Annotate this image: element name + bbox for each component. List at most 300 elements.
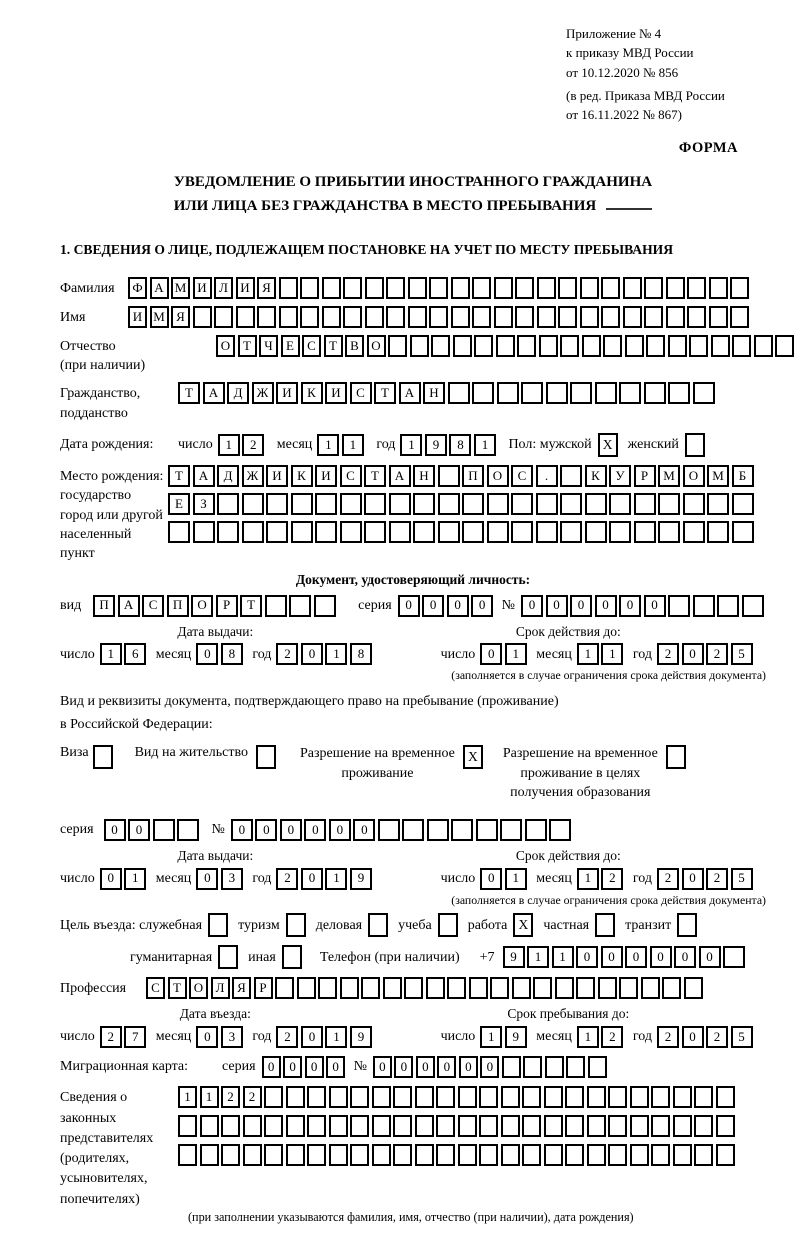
char-cell[interactable] — [479, 1086, 498, 1108]
char-cell[interactable]: Б — [732, 465, 754, 487]
char-cell[interactable] — [623, 277, 642, 299]
char-cell[interactable]: Р — [254, 977, 273, 999]
char-cell[interactable] — [297, 977, 316, 999]
purpose-humanitarian-checkbox[interactable] — [218, 945, 238, 969]
char-cell[interactable] — [178, 1115, 197, 1137]
char-cell[interactable] — [200, 1115, 219, 1137]
char-cell[interactable] — [329, 1086, 348, 1108]
char-cell[interactable]: К — [291, 465, 313, 487]
char-cell[interactable] — [340, 493, 362, 515]
char-cell[interactable]: Т — [240, 595, 262, 617]
char-cell[interactable]: 9 — [350, 1026, 372, 1048]
char-cell[interactable] — [560, 493, 582, 515]
char-cell[interactable] — [658, 521, 680, 543]
char-cell[interactable]: В — [345, 335, 364, 357]
char-cell[interactable] — [286, 1115, 305, 1137]
char-cell[interactable] — [408, 306, 427, 328]
char-cell[interactable] — [436, 1086, 455, 1108]
char-cell[interactable]: 0 — [196, 1026, 218, 1048]
char-cell[interactable] — [307, 1086, 326, 1108]
char-cell[interactable] — [630, 1115, 649, 1137]
purpose-tourism-checkbox[interactable] — [286, 913, 306, 937]
char-cell[interactable]: 0 — [262, 1056, 281, 1078]
char-cell[interactable]: 0 — [674, 946, 696, 968]
char-cell[interactable]: М — [150, 306, 169, 328]
char-cell[interactable] — [533, 977, 552, 999]
char-cell[interactable] — [658, 493, 680, 515]
char-cell[interactable] — [587, 1086, 606, 1108]
char-cell[interactable] — [501, 1086, 520, 1108]
char-cell[interactable] — [644, 306, 663, 328]
char-cell[interactable] — [668, 335, 687, 357]
char-cell[interactable] — [585, 493, 607, 515]
char-cell[interactable]: 1 — [178, 1086, 197, 1108]
char-cell[interactable]: 2 — [243, 1086, 262, 1108]
char-cell[interactable]: М — [658, 465, 680, 487]
char-cell[interactable]: Я — [171, 306, 190, 328]
char-cell[interactable] — [683, 521, 705, 543]
char-cell[interactable] — [521, 382, 543, 404]
char-cell[interactable] — [619, 977, 638, 999]
char-cell[interactable]: 0 — [305, 1056, 324, 1078]
char-cell[interactable] — [497, 382, 519, 404]
char-cell[interactable]: 0 — [353, 819, 375, 841]
char-cell[interactable] — [221, 1115, 240, 1137]
char-cell[interactable] — [388, 335, 407, 357]
char-cell[interactable]: 9 — [503, 946, 525, 968]
char-cell[interactable]: 0 — [546, 595, 568, 617]
char-cell[interactable] — [242, 521, 264, 543]
char-cell[interactable]: 9 — [505, 1026, 527, 1048]
char-cell[interactable]: О — [191, 595, 213, 617]
char-cell[interactable] — [644, 277, 663, 299]
char-cell[interactable]: 1 — [200, 1086, 219, 1108]
char-cell[interactable]: 0 — [644, 595, 666, 617]
char-cell[interactable] — [666, 306, 685, 328]
char-cell[interactable] — [634, 521, 656, 543]
char-cell[interactable] — [517, 335, 536, 357]
char-cell[interactable] — [545, 1056, 564, 1078]
char-cell[interactable] — [742, 595, 764, 617]
char-cell[interactable] — [361, 977, 380, 999]
char-cell[interactable] — [404, 977, 423, 999]
char-cell[interactable] — [340, 977, 359, 999]
char-cell[interactable] — [386, 277, 405, 299]
char-cell[interactable] — [487, 493, 509, 515]
char-cell[interactable]: 2 — [276, 868, 298, 890]
char-cell[interactable] — [694, 1115, 713, 1137]
char-cell[interactable]: 1 — [474, 434, 496, 456]
char-cell[interactable]: 0 — [394, 1056, 413, 1078]
char-cell[interactable] — [732, 335, 751, 357]
char-cell[interactable] — [447, 977, 466, 999]
char-cell[interactable] — [723, 946, 745, 968]
char-cell[interactable]: А — [389, 465, 411, 487]
char-cell[interactable]: 0 — [104, 819, 126, 841]
char-cell[interactable]: 0 — [437, 1056, 456, 1078]
char-cell[interactable]: Т — [364, 465, 386, 487]
char-cell[interactable]: 2 — [657, 643, 679, 665]
char-cell[interactable] — [560, 465, 582, 487]
char-cell[interactable]: 1 — [527, 946, 549, 968]
char-cell[interactable] — [709, 306, 728, 328]
char-cell[interactable] — [651, 1115, 670, 1137]
char-cell[interactable]: И — [325, 382, 347, 404]
char-cell[interactable]: Н — [423, 382, 445, 404]
char-cell[interactable]: 1 — [577, 1026, 599, 1048]
char-cell[interactable]: 1 — [317, 434, 339, 456]
char-cell[interactable]: 1 — [325, 643, 347, 665]
char-cell[interactable] — [603, 335, 622, 357]
char-cell[interactable] — [393, 1086, 412, 1108]
char-cell[interactable]: 2 — [100, 1026, 122, 1048]
char-cell[interactable] — [217, 493, 239, 515]
char-cell[interactable]: А — [118, 595, 140, 617]
char-cell[interactable]: 1 — [325, 1026, 347, 1048]
char-cell[interactable] — [512, 977, 531, 999]
char-cell[interactable]: Т — [168, 977, 187, 999]
char-cell[interactable] — [585, 521, 607, 543]
char-cell[interactable]: 5 — [731, 643, 753, 665]
char-cell[interactable] — [275, 977, 294, 999]
char-cell[interactable] — [429, 306, 448, 328]
char-cell[interactable]: 0 — [373, 1056, 392, 1078]
char-cell[interactable]: Р — [634, 465, 656, 487]
char-cell[interactable]: Т — [374, 382, 396, 404]
char-cell[interactable]: О — [216, 335, 235, 357]
char-cell[interactable] — [426, 977, 445, 999]
char-cell[interactable] — [383, 977, 402, 999]
char-cell[interactable] — [350, 1086, 369, 1108]
char-cell[interactable] — [684, 977, 703, 999]
char-cell[interactable]: Т — [238, 335, 257, 357]
char-cell[interactable] — [523, 1056, 542, 1078]
char-cell[interactable] — [687, 277, 706, 299]
char-cell[interactable]: 8 — [449, 434, 471, 456]
char-cell[interactable] — [549, 819, 571, 841]
char-cell[interactable] — [558, 277, 577, 299]
char-cell[interactable]: 0 — [326, 1056, 345, 1078]
char-cell[interactable]: 0 — [100, 868, 122, 890]
char-cell[interactable] — [522, 1086, 541, 1108]
temp-residence-checkbox[interactable]: X — [463, 745, 483, 769]
char-cell[interactable]: 1 — [601, 643, 623, 665]
char-cell[interactable] — [555, 977, 574, 999]
char-cell[interactable]: 0 — [682, 868, 704, 890]
char-cell[interactable]: С — [146, 977, 165, 999]
char-cell[interactable] — [598, 977, 617, 999]
char-cell[interactable] — [576, 977, 595, 999]
char-cell[interactable] — [634, 493, 656, 515]
char-cell[interactable] — [732, 493, 754, 515]
char-cell[interactable] — [429, 277, 448, 299]
sex-male-checkbox[interactable]: X — [598, 433, 618, 457]
char-cell[interactable]: 0 — [619, 595, 641, 617]
char-cell[interactable]: Ф — [128, 277, 147, 299]
char-cell[interactable]: . — [536, 465, 558, 487]
char-cell[interactable]: 2 — [242, 434, 264, 456]
char-cell[interactable] — [625, 335, 644, 357]
char-cell[interactable] — [651, 1086, 670, 1108]
char-cell[interactable] — [565, 1086, 584, 1108]
char-cell[interactable] — [257, 306, 276, 328]
char-cell[interactable]: 0 — [128, 819, 150, 841]
char-cell[interactable] — [709, 277, 728, 299]
char-cell[interactable] — [469, 977, 488, 999]
char-cell[interactable] — [496, 335, 515, 357]
char-cell[interactable]: 0 — [329, 819, 351, 841]
char-cell[interactable] — [300, 306, 319, 328]
char-cell[interactable] — [279, 277, 298, 299]
char-cell[interactable] — [609, 521, 631, 543]
char-cell[interactable] — [343, 306, 362, 328]
char-cell[interactable] — [364, 521, 386, 543]
char-cell[interactable] — [580, 306, 599, 328]
char-cell[interactable]: И — [193, 277, 212, 299]
char-cell[interactable] — [511, 493, 533, 515]
char-cell[interactable] — [315, 521, 337, 543]
char-cell[interactable] — [372, 1086, 391, 1108]
char-cell[interactable] — [707, 521, 729, 543]
char-cell[interactable]: 1 — [577, 643, 599, 665]
char-cell[interactable] — [689, 335, 708, 357]
purpose-transit-checkbox[interactable] — [677, 913, 697, 937]
char-cell[interactable] — [609, 493, 631, 515]
char-cell[interactable] — [717, 595, 739, 617]
char-cell[interactable]: 2 — [706, 643, 728, 665]
char-cell[interactable] — [511, 521, 533, 543]
char-cell[interactable] — [451, 306, 470, 328]
char-cell[interactable]: 0 — [301, 868, 323, 890]
char-cell[interactable] — [775, 335, 794, 357]
char-cell[interactable]: 8 — [350, 643, 372, 665]
char-cell[interactable]: Я — [232, 977, 251, 999]
char-cell[interactable] — [595, 382, 617, 404]
char-cell[interactable] — [487, 521, 509, 543]
char-cell[interactable] — [291, 493, 313, 515]
char-cell[interactable] — [462, 521, 484, 543]
char-cell[interactable] — [580, 277, 599, 299]
char-cell[interactable] — [472, 382, 494, 404]
char-cell[interactable]: 1 — [480, 1026, 502, 1048]
char-cell[interactable]: 0 — [416, 1056, 435, 1078]
char-cell[interactable]: 2 — [706, 868, 728, 890]
purpose-work-checkbox[interactable]: X — [513, 913, 533, 937]
char-cell[interactable]: 1 — [100, 643, 122, 665]
char-cell[interactable] — [343, 277, 362, 299]
char-cell[interactable] — [662, 977, 681, 999]
char-cell[interactable] — [515, 277, 534, 299]
char-cell[interactable]: У — [609, 465, 631, 487]
char-cell[interactable] — [683, 493, 705, 515]
char-cell[interactable] — [372, 1115, 391, 1137]
char-cell[interactable] — [494, 277, 513, 299]
char-cell[interactable]: Е — [281, 335, 300, 357]
char-cell[interactable]: 2 — [276, 1026, 298, 1048]
char-cell[interactable] — [413, 521, 435, 543]
char-cell[interactable]: Я — [257, 277, 276, 299]
char-cell[interactable] — [300, 277, 319, 299]
char-cell[interactable] — [264, 1115, 283, 1137]
char-cell[interactable]: 8 — [221, 643, 243, 665]
char-cell[interactable]: 0 — [650, 946, 672, 968]
char-cell[interactable]: 0 — [601, 946, 623, 968]
char-cell[interactable]: 0 — [301, 1026, 323, 1048]
char-cell[interactable] — [402, 819, 424, 841]
char-cell[interactable] — [266, 521, 288, 543]
char-cell[interactable] — [570, 382, 592, 404]
char-cell[interactable] — [340, 521, 362, 543]
char-cell[interactable] — [558, 306, 577, 328]
char-cell[interactable] — [560, 335, 579, 357]
char-cell[interactable]: 1 — [218, 434, 240, 456]
char-cell[interactable]: 0 — [625, 946, 647, 968]
char-cell[interactable] — [694, 1086, 713, 1108]
char-cell[interactable] — [536, 493, 558, 515]
char-cell[interactable] — [289, 595, 311, 617]
sex-female-checkbox[interactable] — [685, 433, 705, 457]
char-cell[interactable]: 2 — [657, 868, 679, 890]
char-cell[interactable]: И — [315, 465, 337, 487]
char-cell[interactable] — [451, 819, 473, 841]
char-cell[interactable]: 0 — [480, 643, 502, 665]
char-cell[interactable] — [668, 595, 690, 617]
char-cell[interactable]: 6 — [124, 643, 146, 665]
char-cell[interactable]: 1 — [325, 868, 347, 890]
char-cell[interactable] — [322, 306, 341, 328]
char-cell[interactable] — [587, 1115, 606, 1137]
char-cell[interactable] — [544, 1086, 563, 1108]
char-cell[interactable] — [474, 335, 493, 357]
char-cell[interactable]: А — [193, 465, 215, 487]
char-cell[interactable] — [386, 306, 405, 328]
char-cell[interactable]: А — [203, 382, 225, 404]
char-cell[interactable] — [389, 493, 411, 515]
char-cell[interactable] — [266, 493, 288, 515]
char-cell[interactable] — [410, 335, 429, 357]
char-cell[interactable]: 1 — [505, 868, 527, 890]
char-cell[interactable]: А — [399, 382, 421, 404]
visa-checkbox[interactable] — [93, 745, 113, 769]
char-cell[interactable]: Ч — [259, 335, 278, 357]
char-cell[interactable]: О — [487, 465, 509, 487]
char-cell[interactable] — [453, 335, 472, 357]
char-cell[interactable] — [502, 1056, 521, 1078]
char-cell[interactable]: И — [128, 306, 147, 328]
char-cell[interactable]: И — [266, 465, 288, 487]
char-cell[interactable]: 2 — [657, 1026, 679, 1048]
char-cell[interactable] — [666, 277, 685, 299]
char-cell[interactable] — [389, 521, 411, 543]
char-cell[interactable]: П — [167, 595, 189, 617]
char-cell[interactable] — [307, 1115, 326, 1137]
char-cell[interactable] — [673, 1086, 692, 1108]
char-cell[interactable] — [566, 1056, 585, 1078]
char-cell[interactable] — [236, 306, 255, 328]
char-cell[interactable]: 0 — [480, 1056, 499, 1078]
char-cell[interactable] — [537, 277, 556, 299]
char-cell[interactable] — [472, 277, 491, 299]
char-cell[interactable] — [546, 382, 568, 404]
char-cell[interactable]: Т — [324, 335, 343, 357]
char-cell[interactable]: Р — [216, 595, 238, 617]
char-cell[interactable] — [646, 335, 665, 357]
char-cell[interactable] — [716, 1086, 735, 1108]
purpose-private-checkbox[interactable] — [595, 913, 615, 937]
char-cell[interactable]: 0 — [595, 595, 617, 617]
char-cell[interactable]: 1 — [124, 868, 146, 890]
char-cell[interactable]: 0 — [480, 868, 502, 890]
char-cell[interactable]: 0 — [398, 595, 420, 617]
char-cell[interactable] — [438, 493, 460, 515]
char-cell[interactable]: 0 — [304, 819, 326, 841]
char-cell[interactable] — [730, 277, 749, 299]
char-cell[interactable]: 1 — [400, 434, 422, 456]
char-cell[interactable]: Т — [168, 465, 190, 487]
char-cell[interactable] — [711, 335, 730, 357]
char-cell[interactable] — [438, 521, 460, 543]
char-cell[interactable]: Е — [168, 493, 190, 515]
char-cell[interactable]: Т — [178, 382, 200, 404]
char-cell[interactable] — [588, 1056, 607, 1078]
char-cell[interactable]: 2 — [601, 1026, 623, 1048]
char-cell[interactable] — [286, 1086, 305, 1108]
char-cell[interactable] — [413, 493, 435, 515]
char-cell[interactable]: 2 — [221, 1086, 240, 1108]
char-cell[interactable] — [365, 277, 384, 299]
char-cell[interactable]: А — [150, 277, 169, 299]
char-cell[interactable]: 0 — [576, 946, 598, 968]
char-cell[interactable] — [315, 493, 337, 515]
char-cell[interactable] — [630, 1086, 649, 1108]
char-cell[interactable] — [608, 1115, 627, 1137]
purpose-study-checkbox[interactable] — [438, 913, 458, 937]
char-cell[interactable]: 0 — [699, 946, 721, 968]
char-cell[interactable] — [601, 277, 620, 299]
char-cell[interactable] — [451, 277, 470, 299]
char-cell[interactable]: К — [585, 465, 607, 487]
char-cell[interactable]: 1 — [342, 434, 364, 456]
char-cell[interactable] — [494, 306, 513, 328]
char-cell[interactable]: 3 — [221, 1026, 243, 1048]
char-cell[interactable]: С — [340, 465, 362, 487]
char-cell[interactable] — [732, 521, 754, 543]
char-cell[interactable] — [431, 335, 450, 357]
char-cell[interactable]: М — [707, 465, 729, 487]
char-cell[interactable] — [693, 382, 715, 404]
char-cell[interactable]: П — [462, 465, 484, 487]
purpose-official-checkbox[interactable] — [208, 913, 228, 937]
char-cell[interactable] — [462, 493, 484, 515]
char-cell[interactable] — [393, 1115, 412, 1137]
char-cell[interactable] — [177, 819, 199, 841]
char-cell[interactable]: 0 — [255, 819, 277, 841]
char-cell[interactable] — [476, 819, 498, 841]
char-cell[interactable]: С — [350, 382, 372, 404]
char-cell[interactable]: 0 — [459, 1056, 478, 1078]
char-cell[interactable]: 0 — [570, 595, 592, 617]
char-cell[interactable] — [525, 819, 547, 841]
char-cell[interactable]: 0 — [521, 595, 543, 617]
char-cell[interactable] — [472, 306, 491, 328]
char-cell[interactable] — [560, 521, 582, 543]
char-cell[interactable]: 0 — [196, 643, 218, 665]
char-cell[interactable]: Д — [217, 465, 239, 487]
char-cell[interactable]: П — [93, 595, 115, 617]
char-cell[interactable] — [458, 1086, 477, 1108]
char-cell[interactable]: С — [302, 335, 321, 357]
char-cell[interactable] — [673, 1115, 692, 1137]
